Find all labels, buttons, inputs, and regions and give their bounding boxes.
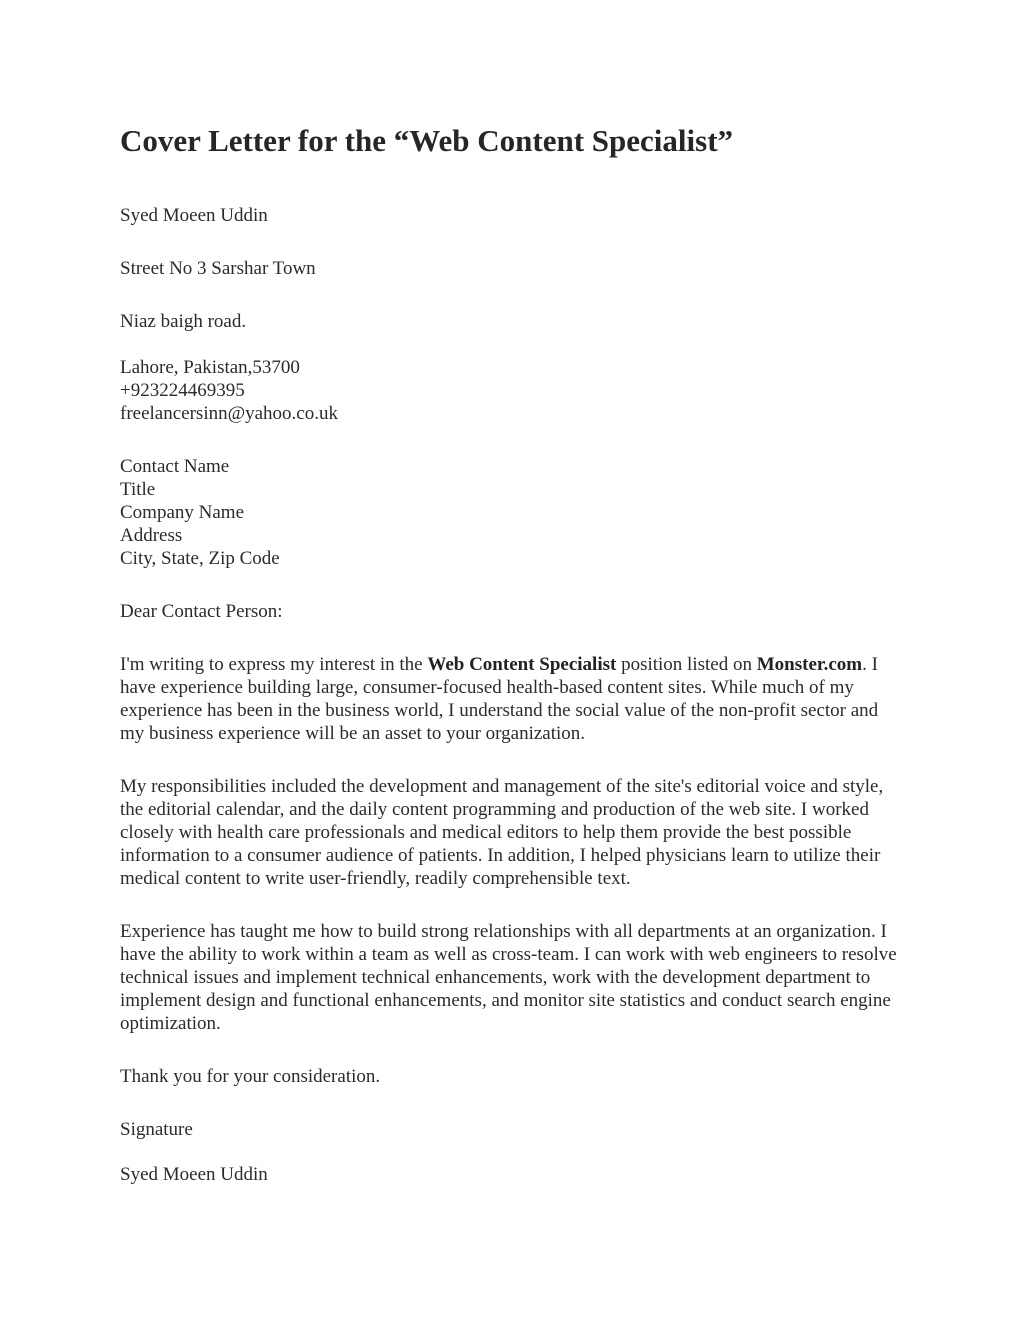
- signature-label: Signature: [120, 1119, 193, 1140]
- signature-name: Syed Moeen Uddin: [120, 1164, 268, 1185]
- salutation: Dear Contact Person:: [120, 601, 283, 622]
- recipient-block: [120, 455, 902, 570]
- recipient-company-name: Company Name: [120, 502, 245, 523]
- sender-city-line: Lahore, Pakistan,53700: [120, 357, 300, 378]
- sender-street: Street No 3 Sarshar Town: [120, 258, 316, 279]
- paragraph-intro: [120, 653, 902, 745]
- paragraph-experience: Experience has taught me how to build strong relationships with all departments at an organization. I have the ability to work within a team as well as cross-team. I can work with web engineers to resolve technical issues and implement technical enhancements, work with the development department to implement design and functional enhancements, and monitor site statistics and conduct search engine optimization.: [120, 921, 897, 1034]
- recipient-city-state-zip: City, State, Zip Code: [120, 548, 280, 569]
- position-title-bold: Web Content Specialist: [427, 654, 617, 675]
- paragraph-intro-text-3: . I have experience building large, consumer-focused health-based content sites. While much of my experience has been in the business world, I understand the social value of the non-profit sector and my business experience will be an asset to your organization.: [120, 654, 879, 744]
- recipient-address: Address: [120, 525, 183, 546]
- letter-content: [120, 122, 902, 1186]
- closing-line: Thank you for your consideration.: [120, 1066, 381, 1087]
- paragraph-responsibilities: My responsibilities included the development and management of the site's editorial voice and style, the editorial calendar, and the daily content programming and production of the web site. I worked closely with health care professionals and medical editors to help them provide the best possible information to a consumer audience of patients. In addition, I helped physicians learn to utilize their medical content to write user-friendly, readily comprehensible text.: [120, 776, 884, 889]
- sender-contact-block: [120, 356, 902, 425]
- sender-phone: +923224469395: [120, 380, 245, 401]
- recipient-contact-name: Contact Name: [120, 456, 230, 477]
- site-name-bold: Monster.com: [756, 654, 863, 675]
- page-title: Cover Letter for the “Web Content Specialist”: [120, 123, 734, 158]
- paragraph-intro-text-1: I'm writing to express my interest in the: [120, 654, 428, 675]
- sender-email: freelancersinn@yahoo.co.uk: [120, 403, 338, 424]
- recipient-title: Title: [120, 479, 156, 500]
- paragraph-intro-text-2: position listed on: [616, 654, 757, 675]
- sender-road: Niaz baigh road.: [120, 311, 247, 332]
- sender-name: Syed Moeen Uddin: [120, 205, 268, 226]
